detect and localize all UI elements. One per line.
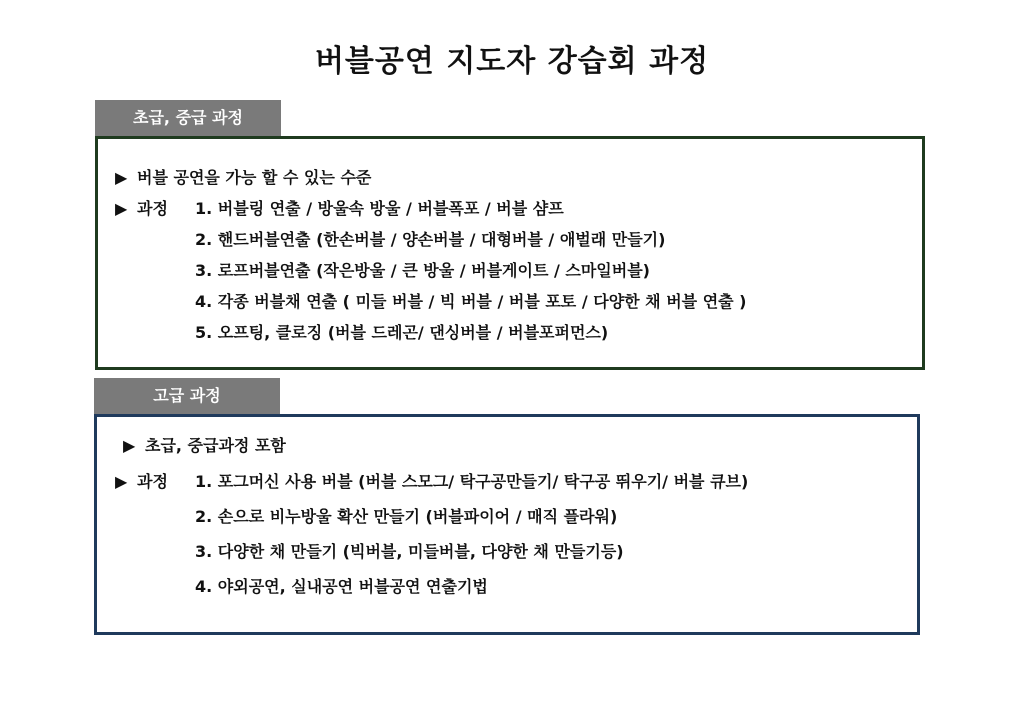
arrow-icon: ▶ xyxy=(123,436,136,455)
course-label: 과정 xyxy=(137,199,168,218)
list-item: 1. 포그머신 사용 버블 (버블 스모그/ 탁구공만들기/ 탁구공 뛰우기/ 버블 큐브) xyxy=(195,472,749,491)
list-item: 1. 버블링 연출 / 방울속 방울 / 버블폭포 / 버블 샴프 xyxy=(195,199,564,218)
list-item: 2. 손으로 비누방울 확산 만들기 (버블파이어 / 매직 플라워) xyxy=(195,507,618,526)
page-title: 버블공연 지도자 강습회 과정 xyxy=(314,44,710,79)
course-label: 과정 xyxy=(137,472,168,491)
list-item: 5. 오프팅, 클로징 (버블 드레곤/ 댄싱버블 / 버블포퍼먼스) xyxy=(195,323,609,342)
section1-intro xyxy=(115,168,371,188)
list-item: 3. 다양한 채 만들기 (빅버블, 미들버블, 다양한 채 만들기등) xyxy=(195,542,624,561)
list-item: 4. 야외공연, 실내공연 버블공연 연출기법 xyxy=(195,577,488,596)
section1-course-line xyxy=(115,199,564,219)
section-tab-advanced: 고급 과정 xyxy=(94,378,280,414)
section2-course-line xyxy=(115,472,748,492)
list-item: 2. 핸드버블연출 (한손버블 / 양손버블 / 대형버블 / 애벌래 만들기) xyxy=(195,230,666,249)
arrow-icon: ▶ xyxy=(115,472,128,491)
intro-text: 초급, 중급과정 포함 xyxy=(145,436,286,455)
section2-intro xyxy=(123,436,286,456)
section-tab-basic: 초급, 중급 과정 xyxy=(95,100,281,136)
arrow-icon: ▶ xyxy=(115,199,128,218)
arrow-icon: ▶ xyxy=(115,168,128,187)
list-item: 3. 로프버블연출 (작은방울 / 큰 방울 / 버블게이트 / 스마일버블) xyxy=(195,261,650,280)
intro-text: 버블 공연을 가능 할 수 있는 수준 xyxy=(137,168,372,187)
list-item: 4. 각종 버블채 연출 ( 미들 버블 / 빅 버블 / 버블 포토 / 다양한 채 버블 연출 ) xyxy=(195,292,747,311)
